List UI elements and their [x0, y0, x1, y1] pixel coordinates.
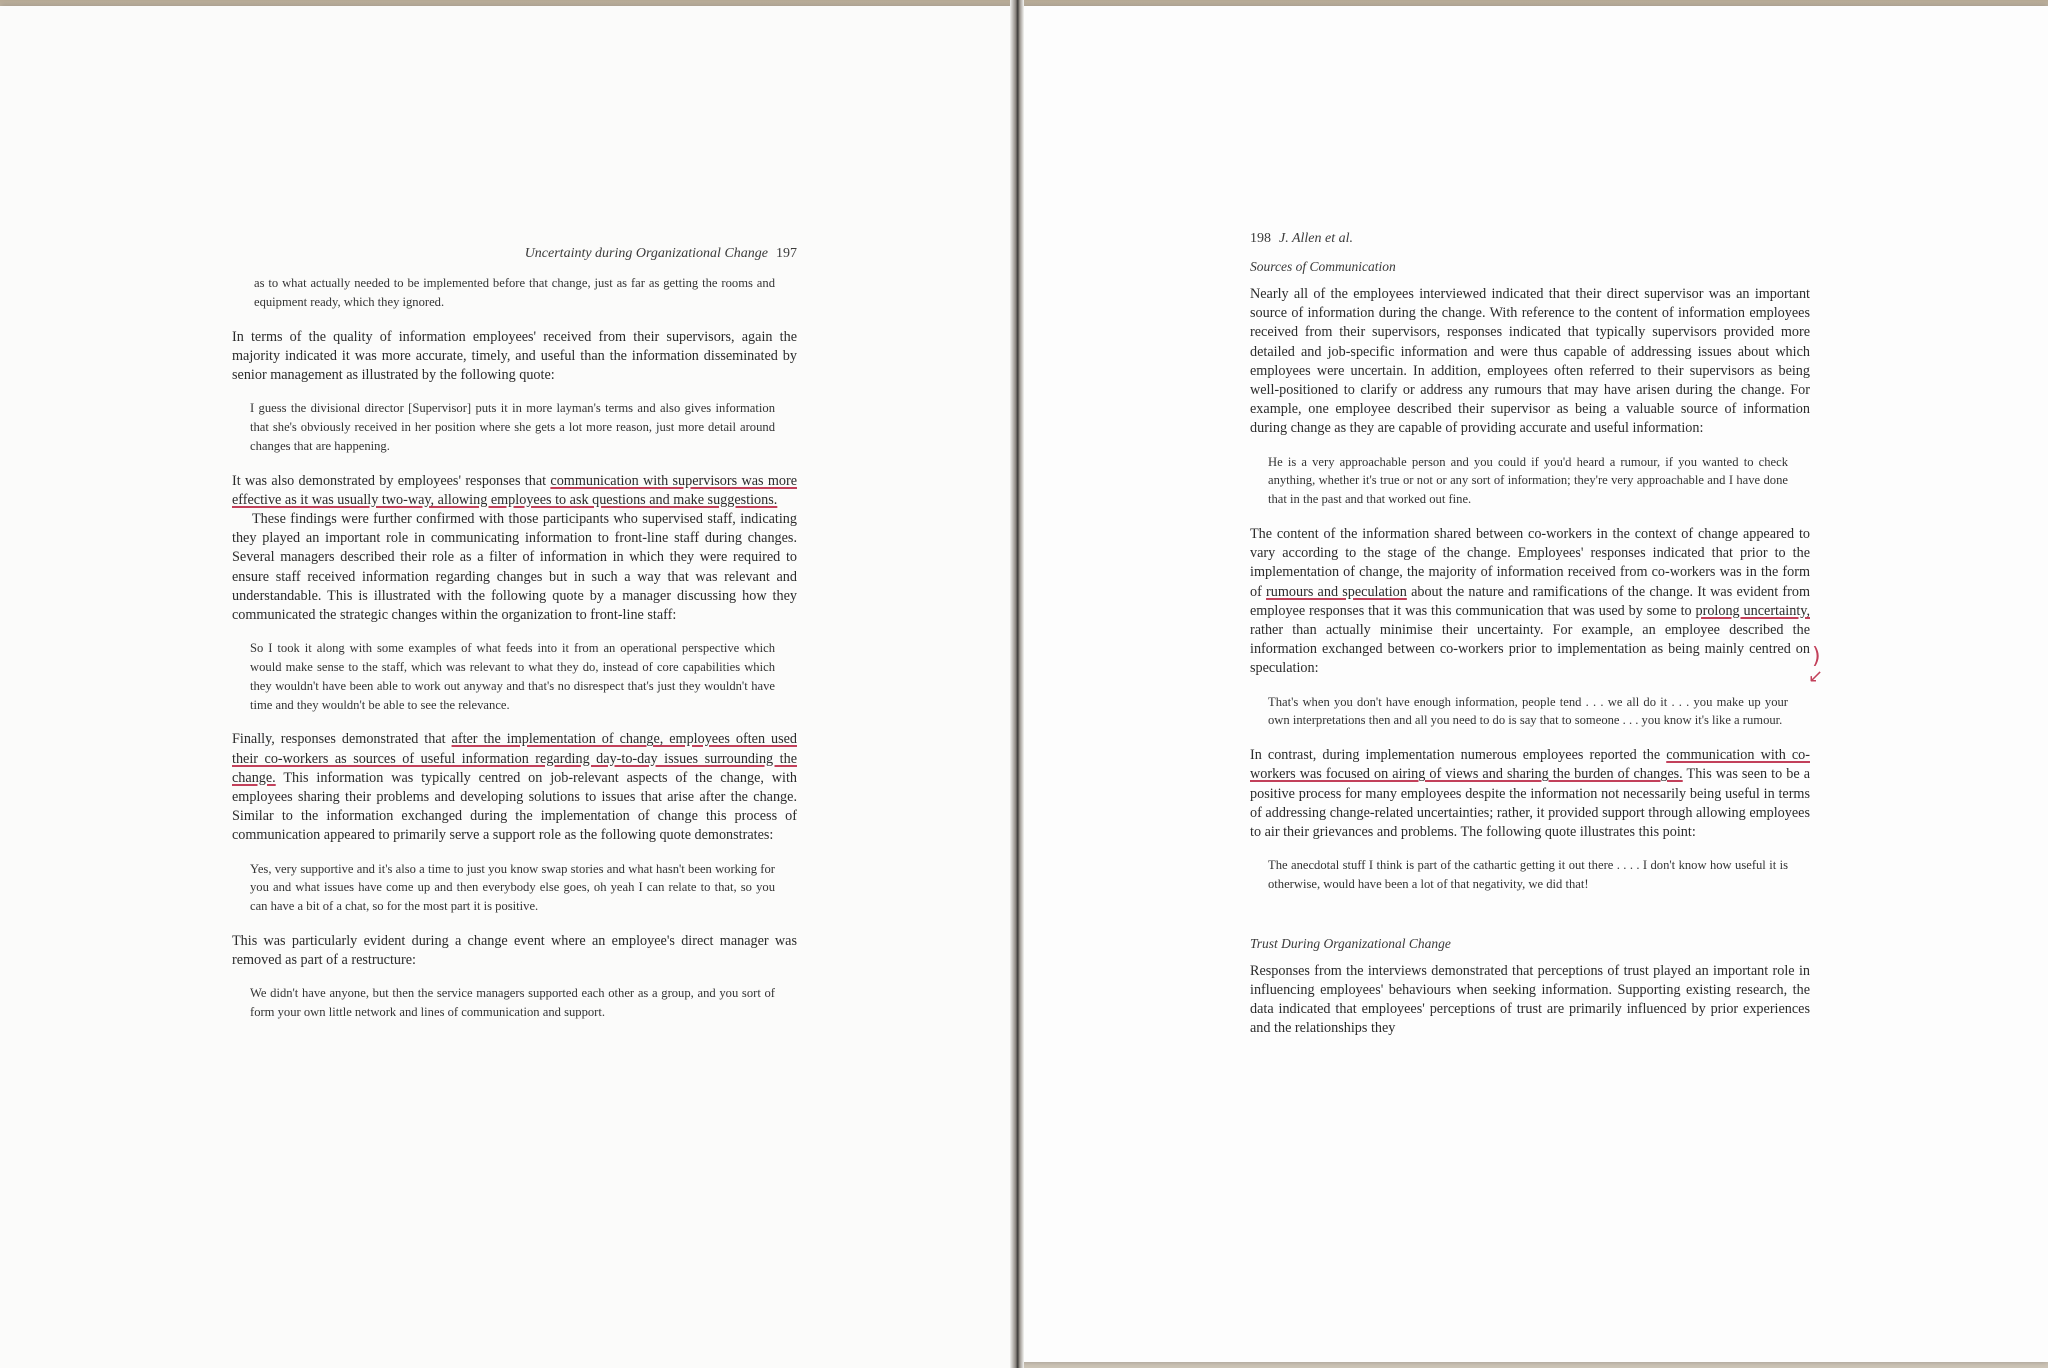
left-quote-supervisor: I guess the divisional director [Supervisor] puts it in more layman's terms and also gives information that she's obviously received in her position where she gets a lot more reason, just more detail around changes that are happening. — [250, 401, 775, 453]
right-page — [1020, 6, 2048, 1362]
right-paragraph-contrast — [1250, 746, 1810, 842]
right-quote-rumour: That's when you don't have enough information, people tend . . . we all do it . . . you make up your own interpretations then and all you need to do is say that to someone . . . you know it's like a rumour. — [1268, 694, 1788, 728]
right-quote-cathartic: The anecdotal stuff I think is part of the cathartic getting it out there . . . . I don't know how useful it is otherwise, would have been a lot of that negativity, we did that! — [1268, 858, 1788, 892]
right-page-content — [1250, 231, 1810, 1053]
right-p3-text: In contrast, during implementation numerous employees reported the — [1250, 747, 1667, 764]
left-p3-text: It was also demonstrated by employees' responses that — [232, 472, 551, 489]
left-page — [0, 6, 1018, 1368]
left-paragraph-finally — [232, 730, 797, 845]
right-paragraph-trust: Responses from the interviews demonstrated that perceptions of trust played an important role in influencing employees' behaviours when seeking information. Supporting existing research, the data indicated that employees' perceptions of trust are primarily influenced by prior experiences and the relationships they — [1250, 962, 1810, 1037]
left-paragraph-quality: In terms of the quality of information employees' received from their supervisors, again the majority indicated it was more accurate, timely, and useful than the information disseminated by senior management as illustrated by the following quote: — [232, 328, 797, 383]
section-heading-sources: Sources of Communication — [1250, 259, 1396, 274]
left-quote-continued: as to what actually needed to be implemented before that change, just as far as getting the rooms and equipment ready, which they ignored. — [254, 276, 775, 309]
left-underline-two-way: communication with supervisors was more effective as it was usually two-way, allowing employees to ask questions and make suggestions. — [232, 472, 797, 508]
left-paragraph-findings: These findings were further confirmed with those participants who supervised staff, indicating they played an important role in communicating information to front-line staff during changes. Several managers described their role as a filter of information in which they were required to ensure staff received information regarding changes but in such a way that was relevant and understandable. This is illustrated with the following quote by a manager discussing how they communicated the strategic changes within the organization to front-line staff: — [232, 511, 797, 624]
right-quote-approachable: He is a very approachable person and you could if you'd heard a rumour, if you wanted to check anything, whether it's true or not or any sort of information; they're very approachable and I have done that in the past and that worked out fine. — [1268, 454, 1788, 507]
right-paragraph-coworkers — [1250, 525, 1810, 679]
left-quote-supportive: Yes, very supportive and it's also a time to just you know swap stories and what hasn't been working for you and what issues have come up and then everybody else goes, oh yeah I can relate to that, so you can have a bit of a chat, so for the most part it is positive. — [250, 861, 775, 914]
book-gutter — [1010, 0, 1024, 1368]
left-p4-text: Finally, responses demonstrated that — [232, 731, 452, 748]
left-paragraph-two-way — [232, 472, 797, 510]
left-running-head — [232, 246, 797, 262]
margin-arrow-mark: ↙ — [1808, 666, 1824, 687]
section-gap — [1250, 910, 1810, 936]
right-underline-burden: communication with co-workers was focused on airing of views and sharing the burden of changes. — [1250, 747, 1810, 783]
left-quote-network: We didn't have anyone, but then the service managers supported each other as a group, and you sort of form your own little network and lines of communication and support. — [250, 986, 775, 1020]
section-heading-trust: Trust During Organizational Change — [1250, 935, 1451, 951]
right-paragraph-supervisor: Nearly all of the employees interviewed indicated that their direct supervisor was an important source of information during the change. With reference to the content of information employees received from their supervisors, responses indicated that typically supervisors provided more detailed and job-specific information and were thus capable of addressing issues about which employees were uncertain. In addition, employees often referred to their supervisors as being well-positioned to clarify or address any rumours that may have arisen during the change. For example, one employee described their supervisor as being a valuable source of information during change as they are capable of providing accurate and useful information: — [1250, 286, 1810, 437]
right-p2-middle: about the nature and ramifications of the change. It was evident from employee responses that it was this communication that was used by some to — [1250, 583, 1810, 619]
right-page-number: 198 — [1250, 231, 1271, 246]
right-underline-rumours: rumours and speculation — [1266, 583, 1407, 600]
left-page-number: 197 — [776, 246, 797, 261]
margin-bracket-mark: ) — [1812, 644, 1821, 669]
right-running-head — [1250, 231, 1810, 247]
right-p2-text: The content of the information shared between co-workers in the context of change appeared to vary according to the stage of the change. Employees' responses indicated that prior to the implementation of change, the majority of information received from co-workers was in the form of — [1250, 526, 1810, 600]
left-underline-coworkers: after the implementation of change, employees often used their co-workers as sources of useful information regarding day-to-day issues surrounding the change. — [232, 731, 797, 786]
left-paragraph-restructure: This was particularly evident during a change event where an employee's direct manager was removed as part of a restructure: — [232, 933, 797, 969]
right-p3-rest: This was seen to be a positive process for many employees despite the information not necessarily being useful in terms of addressing change-related uncertainties; rather, it provided support through allowing employees to air their grievances and problems. The following quote illustrates this point: — [1250, 766, 1810, 841]
left-page-content — [232, 246, 797, 1038]
right-underline-prolong: prolong uncertainty, — [1695, 602, 1810, 619]
left-quote-manager: So I took it along with some examples of what feeds into it from an operational perspective which would make sense to the staff, which was relevant to what they do, instead of core capabilities which they wouldn't have been able to work out anyway and that's no disrespect that's just they wouldn't have time and they wouldn't be able to see the relevance. — [250, 641, 775, 712]
right-running-head-author: J. Allen et al. — [1279, 231, 1353, 246]
right-p2-rest: rather than actually minimise their uncertainty. For example, an employee described the information exchanged between co-workers prior to implementation as being mainly centred on speculation: — [1250, 622, 1810, 677]
left-running-head-title: Uncertainty during Organizational Change — [524, 246, 768, 261]
left-p4-rest: This information was typically centred on job-relevant aspects of the change, with employees sharing their problems and developing solutions to issues that arise after the change. Similar to the information exchanged during the implementation of change this process of communication appeared to primarily serve a support role as the following quote demonstrates: — [232, 769, 797, 844]
